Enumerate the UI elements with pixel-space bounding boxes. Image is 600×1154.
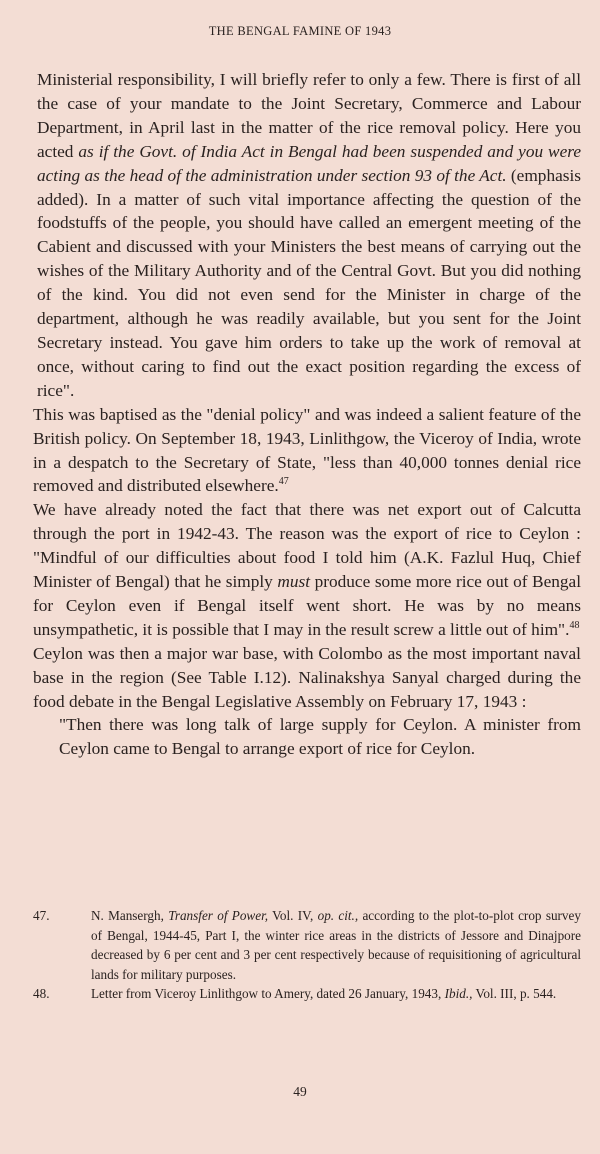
footnote-abbrev: op. cit., [317, 908, 359, 923]
paragraph-denial-policy [33, 403, 581, 499]
paragraph-text: This was baptised as the "denial policy" and was indeed a salient feature of the British policy. On September 18, 1943, Linlithgow, the Viceroy of India, wrote in a despatch to the Secretary of State, "less than 40,000 tonnes denial rice removed and distributed elsewhere. [33, 404, 581, 496]
running-header: THE BENGAL FAMINE OF 1943 [208, 24, 392, 38]
footnote-47 [33, 906, 581, 984]
footnote-text-part: N. Mansergh, [91, 908, 169, 923]
footnote-text [91, 984, 581, 1004]
footnote-number: 48. [33, 986, 50, 1002]
footnote-title: Transfer of Power, [168, 908, 269, 923]
footnotes [33, 906, 581, 1004]
footnote-text [91, 906, 581, 984]
paragraph-text: We have already noted the fact that there was net export out of Calcutta through the port in 1942-43. The reason was the export of rice to Ceylon : "Mindful of our difficulties about food I told him (A.K. Fazlul Huq, Chief Minister of Bengal) that he simply [33, 500, 581, 592]
footnote-text-part: Vol. III, p. 544. [472, 986, 557, 1002]
quote-emphasis: as if the Govt. of India Act in Bengal had been suspended and you were acting as the head of the administration under section 93 of the Act. [37, 141, 581, 185]
page-number: 49 [293, 1084, 307, 1099]
footnote-ref-48[interactable]: 48 [569, 619, 580, 631]
footnote-text-part: according to the plot-to-plot crop survey of Bengal, 1944-45, Part I, the winter rice areas in the districts of Jessore and Dinajpore decreased by 6 per cent and 3 per cent respectively because of requisitioning of agricultural lands for military purposes. [91, 908, 581, 982]
footnote-48 [33, 984, 581, 1004]
paragraph-text: produce some more rice out of Bengal for Ceylon even if Bengal itself went short. He was by no means unsympathetic, it is possible that I may in the result screw a little out of him". [33, 572, 581, 639]
paragraph-war-base: Ceylon was then a major war base, with Colombo as the most important naval base in the region (See Table I.12). Nalinakshya Sanyal charged during the food debate in the Bengal Legislative Assembly on February 17, 1943 : [33, 643, 581, 711]
quote-text: Ministerial responsibility, I will briefly refer to only a few. There is first of all the case of your mandate to the Joint Secretary, Commerce and Labour Department, in April last in the matter of the rice removal policy. Here you acted [37, 70, 581, 161]
footnote-text-part: Vol. IV, [268, 908, 318, 923]
quote-text: (emphasis added). In a matter of such vital importance affecting the question of the foodstuffs of the people, you should have called an emergent meeting of the Cabient and discussed with your Ministers the best means of carrying out the wishes of the Military Authority and of the Central Govt. But you did nothing of the kind. You did not even send for the Minister in charge of the department, although he was readily available, but you sent for the Joint Secretary instead. You gave him orders to take up the work of removal at once, without caring to find out the exact position regarding the excess of rice". [37, 165, 582, 400]
main-text [33, 68, 581, 761]
paragraph-ceylon-export [33, 498, 581, 641]
quoted-paragraph-ceylon: "Then there was long talk of large supply for Ceylon. A minister from Ceylon came to Bengal to arrange export of rice for Ceylon. [59, 715, 581, 759]
footnote-ref-47[interactable]: 47 [278, 476, 289, 488]
quoted-paragraph [33, 68, 581, 403]
footnote-abbrev: Ibid., [444, 986, 473, 1002]
footnote-number: 47. [33, 908, 50, 923]
footnote-text-part: Letter from Viceroy Linlithgow to Amery, dated 26 January, 1943, [91, 986, 445, 1002]
paragraph-emphasis: must [277, 572, 311, 592]
